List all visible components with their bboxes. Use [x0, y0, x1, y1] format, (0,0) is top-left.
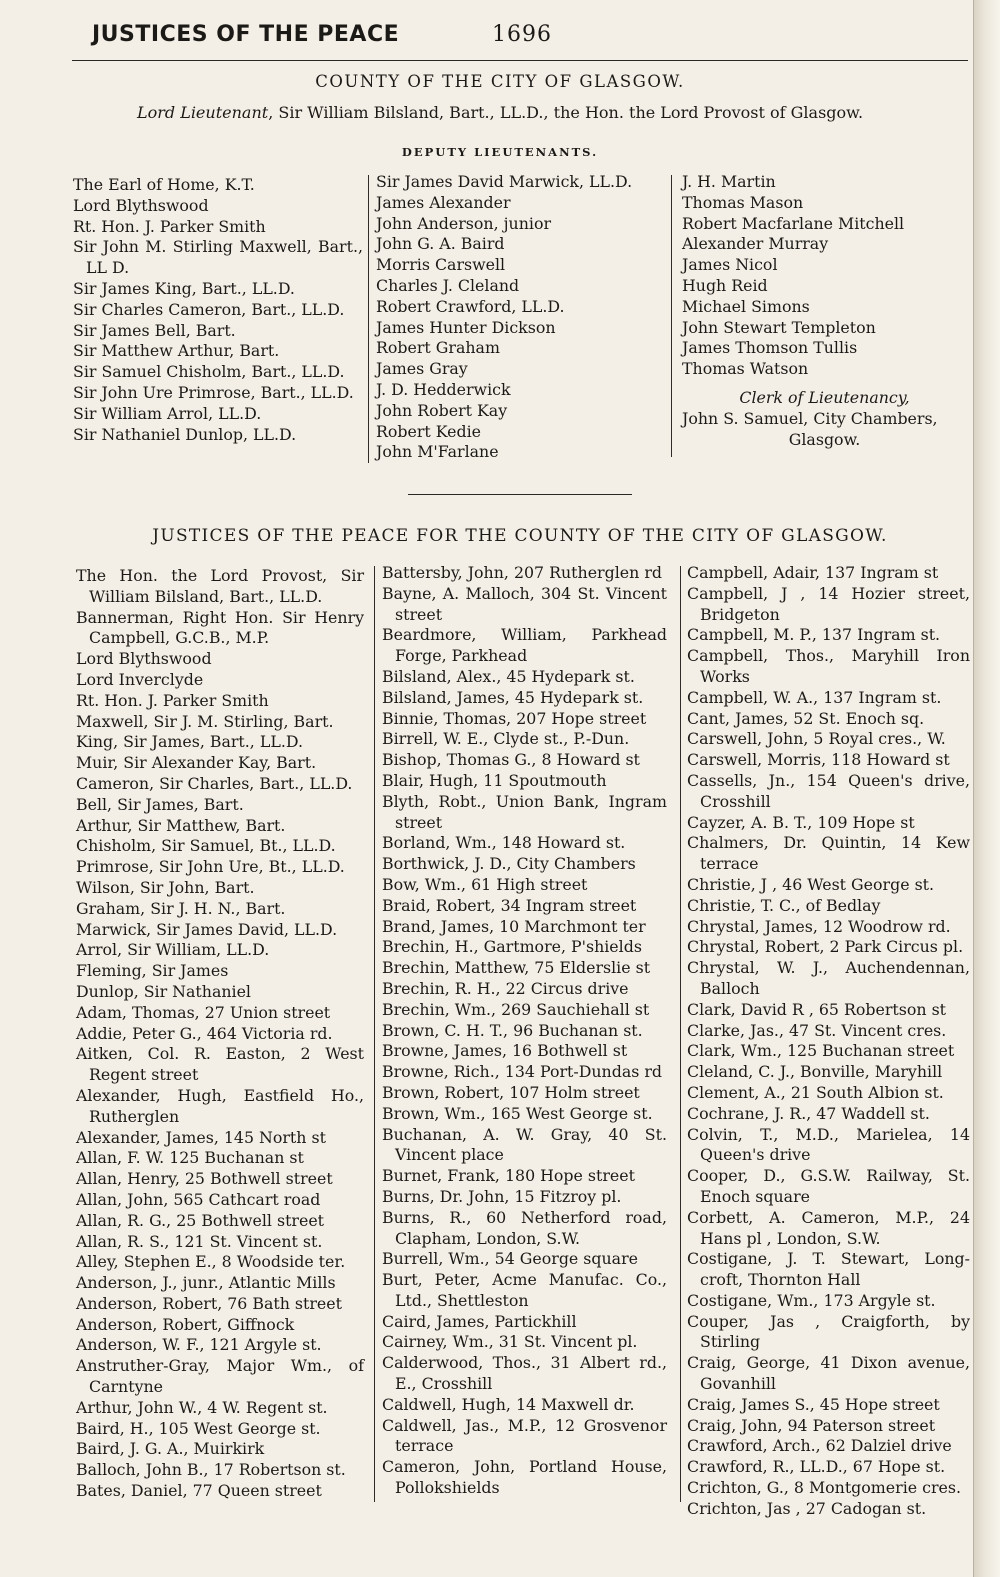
justice-entry: Anderson, Robert, 76 Bath street [76, 1293, 342, 1313]
justice-entry: Carswell, John, 5 Royal cres., W. [687, 729, 946, 749]
justice-entry: Borthwick, J. D., City Chambers [382, 854, 636, 874]
justices-column-1 [76, 566, 364, 1502]
column-divider [680, 566, 681, 1502]
justice-entry: Blyth, Robt., Union Bank, Ingram street [382, 791, 667, 832]
deputy-column-2 [376, 172, 664, 463]
clerk-of-lieutenancy-entry [682, 409, 967, 451]
justice-entry: Primrose, Sir John Ure, Bt., LL.D. [76, 857, 345, 877]
deputy-entry: Robert Kedie [376, 421, 482, 441]
justice-entry: Campbell, M. P., 137 Ingram st. [687, 625, 941, 645]
deputy-entry: James Thomson Tullis [682, 338, 858, 358]
justice-entry: Bow, Wm., 61 High street [382, 874, 588, 894]
justice-entry: Campbell, Adair, 137 Ingram st [687, 563, 939, 582]
deputy-entry: John Robert Kay [376, 400, 508, 420]
justice-entry: Burns, Dr. John, 15 Fitzroy pl. [382, 1186, 622, 1206]
deputy-entry: James Gray [376, 359, 468, 379]
justice-entry: Burrell, Wm., 54 George square [382, 1249, 639, 1269]
justice-entry: Arthur, Sir Matthew, Bart. [76, 815, 286, 835]
justice-entry: Blair, Hugh, 11 Spoutmouth [382, 770, 607, 790]
deputy-entry: John G. A. Baird [376, 234, 505, 254]
justice-entry: Cayzer, A. B. T., 109 Hope st [687, 812, 915, 832]
justice-entry: Carswell, Morris, 118 Howard st [687, 750, 950, 770]
justice-entry: Bayne, A. Malloch, 304 St. Vincent street [382, 583, 667, 624]
justice-entry: Lord Inverclyde [76, 669, 204, 689]
justice-entry: Chalmers, Dr. Quintin, 14 Kew terrace [687, 833, 970, 874]
clerk-name: John S. Samuel, City Chambers, [682, 408, 938, 428]
column-divider [374, 566, 375, 1502]
justice-entry: Campbell, W. A., 137 Ingram st. [687, 687, 942, 707]
justice-entry: Burt, Peter, Acme Manufac. Co., Ltd., Shettleston [382, 1270, 667, 1310]
justice-entry: Baird, H., 105 West George st. [76, 1418, 321, 1438]
deputy-entry: Sir John M. Stirling Maxwell, Bart., LL D. [73, 237, 363, 278]
justice-entry: Buchanan, A. W. Gray, 40 St. Vincent place [382, 1124, 667, 1165]
justice-entry: Bannerman, Right Hon. Sir Henry Campbell, G.C.B., M.P. [76, 607, 364, 648]
justice-entry: Beardmore, William, Parkhead Forge, Parkhead [382, 625, 667, 666]
county-heading: COUNTY OF THE CITY OF GLASGOW. [315, 72, 685, 91]
justice-entry: Arthur, John W., 4 W. Regent st. [76, 1397, 328, 1417]
deputy-entry: James Nicol [682, 255, 778, 275]
justice-entry: The Hon. the Lord Provost, Sir William Bilsland, Bart., LL.D. [76, 566, 364, 606]
justice-entry: Fleming, Sir James [76, 961, 229, 981]
justice-entry: Clark, David R , 65 Robertson st [687, 999, 947, 1019]
justice-entry: Brechin, R. H., 22 Circus drive [382, 978, 629, 998]
justice-entry: Craig, George, 41 Dixon avenue, Govanhill [687, 1353, 970, 1394]
justice-entry: Crichton, Jas , 27 Cadogan st. [687, 1498, 927, 1518]
justices-column-2 [382, 563, 667, 1499]
page-number: 1696 [492, 22, 552, 47]
justice-entry: Christie, J , 46 West George st. [687, 874, 935, 894]
justice-entry: Lord Blythswood [76, 649, 212, 669]
column-divider [368, 175, 369, 463]
justice-entry: Caird, James, Partickhill [382, 1311, 577, 1331]
justice-entry: Cooper, D., G.S.W. Railway, St. Enoch square [687, 1166, 970, 1206]
deputy-entry: Rt. Hon. J. Parker Smith [73, 216, 266, 236]
justice-entry: Bishop, Thomas G., 8 Howard st [382, 750, 640, 770]
justice-entry: Browne, Rich., 134 Port-Dundas rd [382, 1062, 663, 1082]
deputy-entry: Hugh Reid [682, 275, 768, 295]
justice-entry: Cameron, John, Portland House, Pollokshields [382, 1457, 667, 1498]
deputy-entry: John M'Farlane [376, 442, 499, 462]
justice-entry: Campbell, Thos., Maryhill Iron Works [687, 646, 970, 686]
justice-entry: Colvin, T., M.D., Marielea, 14 Queen's drive [687, 1124, 970, 1165]
justice-entry: Bilsland, Alex., 45 Hydepark st. [382, 666, 635, 686]
justice-entry: Rt. Hon. J. Parker Smith [76, 690, 269, 710]
deputy-entry: Sir Nathaniel Dunlop, LL.D. [73, 424, 297, 444]
deputy-entry: Robert Macfarlane Mitchell [682, 213, 905, 233]
justice-entry: Clark, Wm., 125 Buchanan street [687, 1041, 955, 1061]
deputy-entry: Sir Matthew Arthur, Bart. [73, 341, 280, 361]
clerk-of-lieutenancy-title: Clerk of Lieutenancy, [739, 387, 910, 407]
deputy-entry: James Hunter Dickson [376, 317, 556, 337]
justice-entry: Brown, Robert, 107 Holm street [382, 1082, 640, 1102]
justice-entry: Alexander, James, 145 North st [76, 1127, 326, 1147]
justice-entry: Cleland, C. J., Bonville, Maryhill [687, 1062, 943, 1082]
deputy-entry: Sir James Bell, Bart. [73, 320, 236, 340]
justice-entry: Arrol, Sir William, LL.D. [76, 940, 270, 960]
justice-entry: Burns, R., 60 Netherford road, Clapham, London, S.W. [382, 1207, 667, 1248]
deputy-entry: Morris Carswell [376, 255, 506, 275]
justice-entry: Caldwell, Jas., M.P., 12 Grosvenor terrace [382, 1415, 667, 1456]
justice-entry: Caldwell, Hugh, 14 Maxwell dr. [382, 1394, 635, 1414]
justice-entry: Brown, C. H. T., 96 Buchanan st. [382, 1020, 643, 1040]
justice-entry: Corbett, A. Cameron, M.P., 24 Hans pl , London, S.W. [687, 1207, 970, 1248]
justice-entry: Wilson, Sir John, Bart. [76, 877, 255, 897]
justice-entry: Maxwell, Sir J. M. Stirling, Bart. [76, 711, 334, 731]
justice-entry: Muir, Sir Alexander Kay, Bart. [76, 753, 317, 773]
deputy-column-3 [682, 172, 967, 450]
justice-entry: Graham, Sir J. H. N., Bart. [76, 898, 286, 918]
deputy-entry: The Earl of Home, K.T. [73, 175, 255, 194]
clerk-place: Glasgow. [788, 429, 861, 449]
justice-entry: Cameron, Sir Charles, Bart., LL.D. [76, 773, 353, 793]
deputy-entry: J. D. Hedderwick [376, 379, 511, 399]
deputy-entry: Charles J. Cleland [376, 275, 520, 295]
justice-entry: Browne, James, 16 Bothwell st [382, 1041, 628, 1061]
justice-entry: Anstruther-Gray, Major Wm., of Carntyne [76, 1356, 364, 1397]
deputy-entry: Thomas Mason [682, 192, 804, 212]
justice-entry: Anderson, J., junr., Atlantic Mills [76, 1273, 336, 1293]
justice-entry: Borland, Wm., 148 Howard st. [382, 833, 626, 853]
deputy-entry: Sir James David Marwick, LL.D. [376, 172, 633, 191]
justice-entry: Crichton, G., 8 Montgomerie cres. [687, 1478, 961, 1498]
justice-entry: Balloch, John B., 17 Robertson st. [76, 1460, 346, 1480]
justice-entry: Aitken, Col. R. Easton, 2 West Regent street [76, 1044, 364, 1085]
justice-entry: King, Sir James, Bart., LL.D. [76, 732, 303, 752]
justice-entry: Chrystal, James, 12 Woodrow rd. [687, 916, 951, 936]
justice-entry: Baird, J. G. A., Muirkirk [76, 1439, 265, 1459]
justice-entry: Allan, Henry, 25 Bothwell street [76, 1169, 333, 1189]
deputy-entry: Sir Charles Cameron, Bart., LL.D. [73, 299, 345, 319]
justice-entry: Christie, T. C., of Bedlay [687, 895, 881, 915]
justice-entry: Allan, F. W. 125 Buchanan st [76, 1148, 304, 1168]
deputy-entry: Sir Samuel Chisholm, Bart., LL.D. [73, 362, 345, 382]
justice-entry: Alexander, Hugh, Eastfield Ho., Rutherglen [76, 1085, 364, 1126]
justice-entry: Clement, A., 21 South Albion st. [687, 1082, 944, 1102]
justice-entry: Costigane, J. T. Stewart, Long-croft, Thornton Hall [687, 1249, 970, 1290]
justice-entry: Allan, R. S., 121 St. Vincent st. [76, 1231, 323, 1251]
justice-entry: Binnie, Thomas, 207 Hope street [382, 708, 647, 728]
justice-entry: Couper, Jas , Craigforth, by Stirling [687, 1311, 970, 1352]
deputy-entry: Lord Blythswood [73, 195, 209, 215]
column-divider [671, 175, 672, 457]
justice-entry: Brechin, Matthew, 75 Elderslie st [382, 958, 651, 978]
justice-entry: Addie, Peter G., 464 Victoria rd. [76, 1023, 333, 1043]
justice-entry: Chisholm, Sir Samuel, Bt., LL.D. [76, 836, 336, 856]
justice-entry: Cassells, Jn., 154 Queen's drive, Crosshill [687, 770, 970, 811]
deputy-entry: Alexander Murray [682, 234, 829, 254]
justice-entry: Craig, John, 94 Paterson street [687, 1415, 936, 1435]
running-head: JUSTICES OF THE PEACE [92, 22, 400, 47]
justice-entry: Clarke, Jas., 47 St. Vincent cres. [687, 1020, 947, 1040]
justice-entry: Bates, Daniel, 77 Queen street [76, 1481, 322, 1501]
deputy-entry: Sir John Ure Primrose, Bart., LL.D. [73, 382, 354, 402]
justice-entry: Allan, John, 565 Cathcart road [76, 1189, 321, 1209]
justice-entry: Alley, Stephen E., 8 Woodside ter. [76, 1252, 346, 1272]
justice-entry: Cant, James, 52 St. Enoch sq. [687, 708, 925, 728]
deputy-column-1 [73, 175, 363, 445]
justice-entry: Brechin, H., Gartmore, P'shields [382, 937, 642, 957]
deputy-entry: Sir James King, Bart., LL.D. [73, 278, 295, 298]
justice-entry: Chrystal, W. J., Auchendennan, Balloch [687, 958, 970, 998]
justice-entry: Crawford, Arch., 62 Dalziel drive [687, 1436, 952, 1456]
justice-entry: Bilsland, James, 45 Hydepark st. [382, 687, 644, 707]
lieutenant-name: , Sir William Bilsland, Bart., LL.D., the Hon. the Lord Provost of Glasgow. [268, 103, 864, 122]
lord-lieutenant-line [0, 103, 1000, 122]
deputy-entry: Michael Simons [682, 296, 810, 316]
justice-entry: Cairney, Wm., 31 St. Vincent pl. [382, 1332, 638, 1352]
deputy-entry: Robert Crawford, LL.D. [376, 296, 565, 316]
top-rule [72, 60, 968, 61]
justice-entry: Braid, Robert, 34 Ingram street [382, 895, 637, 915]
justice-entry: Craig, James S., 45 Hope street [687, 1394, 940, 1414]
deputy-entry: Sir William Arrol, LL.D. [73, 403, 262, 423]
justice-entry: Crawford, R., LL.D., 67 Hope st. [687, 1457, 946, 1477]
justice-entry: Brown, Wm., 165 West George st. [382, 1103, 653, 1123]
deputy-entry: J. H. Martin [682, 172, 776, 191]
justice-entry: Costigane, Wm., 173 Argyle st. [687, 1290, 936, 1310]
justice-entry: Brechin, Wm., 269 Sauchiehall st [382, 999, 650, 1019]
justice-entry: Brand, James, 10 Marchmont ter [382, 916, 646, 936]
justice-entry: Calderwood, Thos., 31 Albert rd., E., Crosshill [382, 1353, 667, 1394]
deputy-entry: John Stewart Templeton [682, 317, 876, 337]
justice-entry: Burnet, Frank, 180 Hope street [382, 1166, 635, 1186]
justice-entry: Campbell, J , 14 Hozier street, Bridgeton [687, 583, 970, 624]
justice-entry: Anderson, Robert, Giffnock [76, 1314, 295, 1334]
justice-entry: Bell, Sir James, Bart. [76, 794, 244, 814]
justice-entry: Birrell, W. E., Clyde st., P.-Dun. [382, 729, 630, 749]
justice-entry: Cochrane, J. R., 47 Waddell st. [687, 1103, 930, 1123]
justice-entry: Dunlop, Sir Nathaniel [76, 981, 251, 1001]
justices-column-3 [687, 563, 970, 1520]
justice-entry: Adam, Thomas, 27 Union street [76, 1002, 331, 1022]
deputy-entry: Robert Graham [376, 338, 500, 358]
justices-heading: JUSTICES OF THE PEACE FOR THE COUNTY OF THE CITY OF GLASGOW. [152, 526, 888, 546]
justice-entry: Anderson, W. F., 121 Argyle st. [76, 1335, 322, 1355]
deputy-lieutenants-heading: DEPUTY LIEUTENANTS. [401, 145, 599, 159]
justice-entry: Marwick, Sir James David, LL.D. [76, 919, 338, 939]
justice-entry: Chrystal, Robert, 2 Park Circus pl. [687, 937, 964, 957]
deputy-entry: Thomas Watson [682, 359, 809, 379]
section-rule [408, 494, 632, 495]
deputy-entry: John Anderson, junior [376, 213, 551, 233]
page-edge [973, 0, 1000, 1577]
lieutenant-title: Lord Lieutenant [136, 103, 269, 122]
justice-entry: Battersby, John, 207 Rutherglen rd [382, 563, 662, 582]
deputy-entry: James Alexander [376, 192, 511, 212]
justice-entry: Allan, R. G., 25 Bothwell street [76, 1210, 325, 1230]
